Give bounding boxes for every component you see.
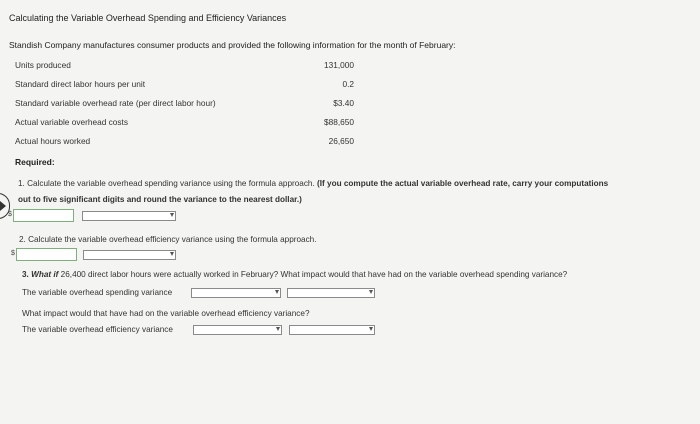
spending-variance-type-select[interactable] [287, 288, 375, 298]
question-1-amount-input[interactable] [13, 209, 74, 222]
question-1-instruction-line-2: out to five significant digits and round the variance to the nearest dollar.) [18, 195, 302, 204]
info-value-units-produced: 131,000 [324, 60, 354, 70]
problem-intro: Standish Company manufactures consumer products and provided the following information for the month of February: [9, 40, 456, 50]
required-heading: Required: [15, 157, 55, 167]
info-label-actual-costs: Actual variable overhead costs [15, 117, 128, 127]
question-2-text: 2. Calculate the variable overhead efficiency variance using the formula approach. [19, 235, 317, 244]
chevron-down-icon [275, 290, 279, 294]
info-value-standard-hours: 0.2 [342, 79, 354, 89]
efficiency-impact-question: What impact would that have had on the variable overhead efficiency variance? [22, 309, 310, 318]
info-label-actual-hours: Actual hours worked [15, 136, 91, 146]
info-label-units-produced: Units produced [15, 60, 71, 70]
chevron-down-icon [369, 327, 373, 331]
efficiency-variance-impact-select[interactable] [193, 325, 282, 335]
page-title: Calculating the Variable Overhead Spending and Efficiency Variances [9, 13, 287, 23]
chevron-down-icon [369, 290, 373, 294]
spending-variance-impact-select[interactable] [191, 288, 281, 298]
question-3-text [22, 270, 567, 279]
info-value-standard-rate: $3.40 [333, 98, 354, 108]
question-2-currency-symbol: $ [11, 250, 15, 257]
question-1-instruction-line-1: (If you compute the actual variable overhead rate, carry your computations [317, 179, 609, 188]
chevron-down-icon [170, 252, 174, 256]
question-3-body: 26,400 direct labor hours were actually worked in February? What impact would that have had on the variable overhead spending variance? [58, 270, 568, 279]
chevron-down-icon [170, 213, 174, 217]
question-3-what-if: What if [31, 270, 59, 279]
spending-variance-label: The variable overhead spending variance [22, 288, 173, 297]
efficiency-variance-label: The variable overhead efficiency variance [22, 325, 173, 334]
question-1-currency-symbol: $ [8, 211, 12, 218]
question-2-variance-type-select[interactable] [83, 250, 176, 260]
chevron-down-icon [276, 327, 280, 331]
info-value-actual-costs: $88,650 [324, 117, 354, 127]
question-2-amount-input[interactable] [16, 248, 77, 261]
arrow-right-icon [0, 201, 6, 211]
info-value-actual-hours: 26,650 [328, 136, 354, 146]
question-3-number: 3. [22, 270, 32, 279]
info-label-standard-rate: Standard variable overhead rate (per direct labor hour) [15, 98, 216, 108]
question-1-text-normal: 1. Calculate the variable overhead spending variance using the formula approach. [18, 179, 318, 188]
efficiency-variance-type-select[interactable] [289, 325, 375, 335]
question-1-variance-type-select[interactable] [82, 211, 176, 221]
question-1-text [18, 179, 608, 188]
info-label-standard-hours: Standard direct labor hours per unit [15, 79, 146, 89]
